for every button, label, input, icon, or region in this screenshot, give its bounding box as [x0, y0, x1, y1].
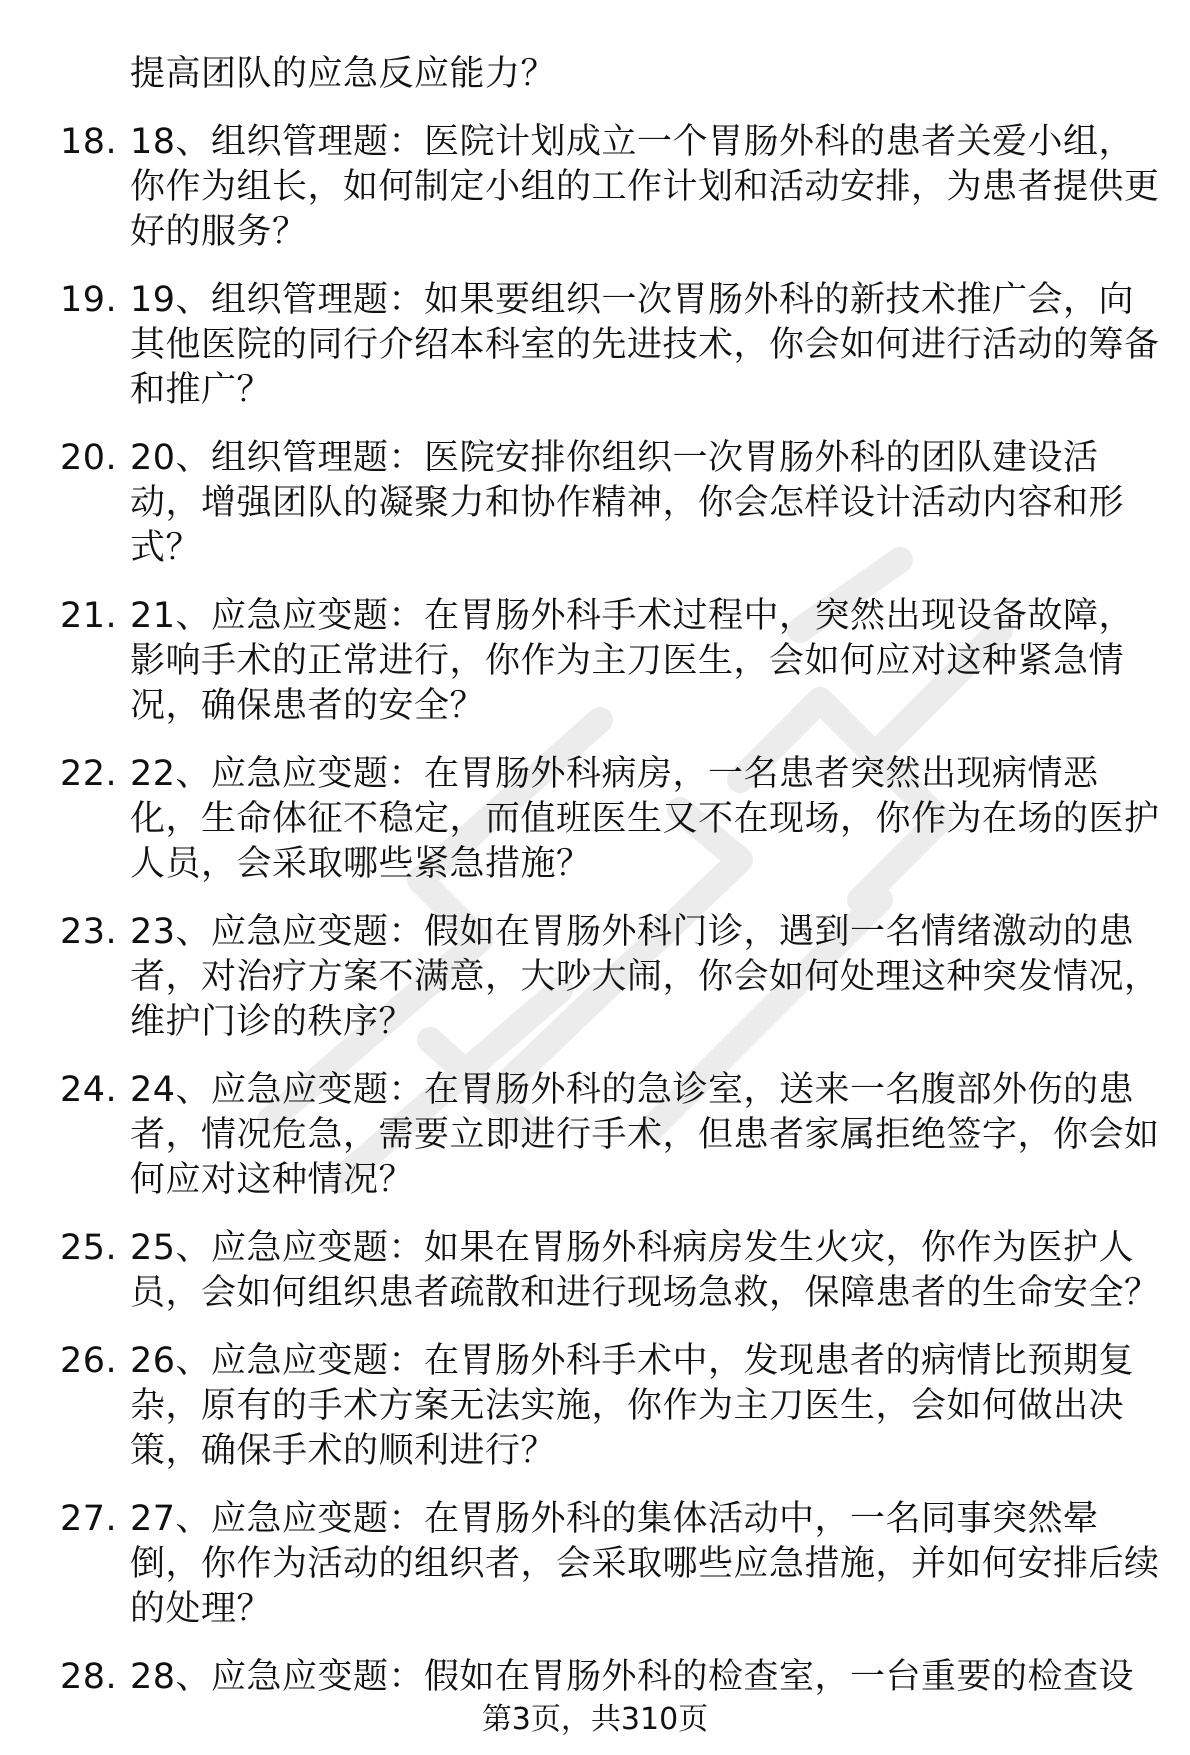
item-text: 22、应急应变题：在胃肠外科病房，一名患者突然出现病情恶化，生命体征不稳定，而值班医生又不在现场，你作为在场的医护人员，会采取哪些紧急措施？: [130, 754, 1160, 884]
item-text: 24、应急应变题：在胃肠外科的急诊室，送来一名腹部外伤的患者，情况危急，需要立即进行手术，但患者家属拒绝签字，你会如何应对这种情况？: [130, 1070, 1160, 1200]
item-number: 22.: [60, 754, 118, 794]
list-item: [60, 436, 1160, 571]
question-list: [60, 52, 1160, 1723]
item-number: 28.: [60, 1657, 118, 1697]
list-item: [60, 120, 1160, 255]
item-number: 26.: [60, 1341, 118, 1381]
item-text: 26、应急应变题：在胃肠外科手术中，发现患者的病情比预期复杂，原有的手术方案无法实施，你作为主刀医生，会如何做出决策，确保手术的顺利进行？: [130, 1341, 1135, 1471]
list-item: [60, 1226, 1160, 1316]
item-number: 19.: [60, 280, 118, 320]
item-number: 27.: [60, 1499, 118, 1539]
list-item: [60, 594, 1160, 729]
continuation-text: 提高团队的应急反应能力？: [130, 54, 557, 94]
list-item: [60, 1655, 1160, 1700]
list-item: [60, 1339, 1160, 1474]
item-text: 25、应急应变题：如果在胃肠外科病房发生火灾，你作为医护人员，会如何组织患者疏散和进行现场急救，保障患者的生命安全？: [130, 1228, 1160, 1313]
list-item: [60, 1497, 1160, 1632]
page-number-footer: 第3页，共310页: [481, 1702, 709, 1737]
list-item: [60, 910, 1160, 1045]
item-text: 27、应急应变题：在胃肠外科的集体活动中，一名同事突然晕倒，你作为活动的组织者，会采取哪些应急措施，并如何安排后续的处理？: [130, 1499, 1160, 1629]
list-item: [60, 1068, 1160, 1203]
item-text: 23、应急应变题：假如在胃肠外科门诊，遇到一名情绪激动的患者，对治疗方案不满意，大吵大闹，你会如何处理这种突发情况，维护门诊的秩序？: [130, 912, 1160, 1042]
item-number: 21.: [60, 596, 118, 636]
item-number: 25.: [60, 1228, 118, 1268]
item-number: 20.: [60, 438, 118, 478]
item-number: 18.: [60, 122, 118, 162]
item-number: 23.: [60, 912, 118, 952]
item-text: 28、应急应变题：假如在胃肠外科的检查室，一台重要的检查设: [130, 1657, 1135, 1697]
item-number: 24.: [60, 1070, 118, 1110]
list-item: [60, 278, 1160, 413]
item-text: 20、组织管理题：医院安排你组织一次胃肠外科的团队建设活动，增强团队的凝聚力和协作精神，你会怎样设计活动内容和形式？: [130, 438, 1125, 568]
item-text: 21、应急应变题：在胃肠外科手术过程中，突然出现设备故障，影响手术的正常进行，你作为主刀医生，会如何应对这种紧急情况，确保患者的安全？: [130, 596, 1135, 726]
item-text: 19、组织管理题：如果要组织一次胃肠外科的新技术推广会，向其他医院的同行介绍本科室的先进技术，你会如何进行活动的筹备和推广？: [130, 280, 1160, 410]
item-text: 18、组织管理题：医院计划成立一个胃肠外科的患者关爱小组，你作为组长，如何制定小组的工作计划和活动安排，为患者提供更好的服务？: [130, 122, 1160, 252]
list-item: [60, 752, 1160, 887]
